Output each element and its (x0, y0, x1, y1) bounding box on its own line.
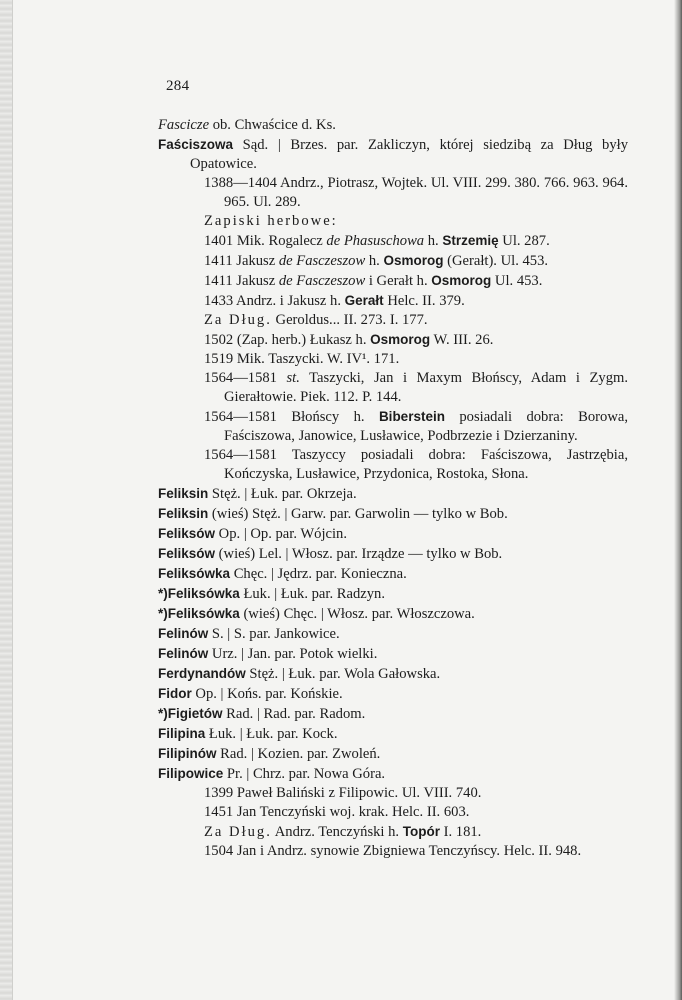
entry-feliksow-wies (158, 544, 628, 564)
sub-entry (158, 231, 628, 251)
entry-text: (wieś) Chęc. | Włosz. par. Włoszczowa. (239, 606, 475, 622)
italic-text: de Fasczeszow (278, 253, 366, 269)
sub-entry (158, 784, 628, 803)
headword: *)Feliksówka (158, 586, 240, 601)
sub-entry-text: 1401 Mik. Rogalecz (204, 233, 327, 249)
sub-entry-text: h. (365, 253, 384, 269)
entry-text: ob. Chwaścice d. Ks. (209, 117, 336, 133)
section-heading (158, 212, 628, 231)
sub-entry-text: Ul. 287. (498, 233, 550, 249)
sub-entry-text: 1433 Andrz. i Jakusz h. (204, 293, 345, 309)
sub-entry-text: 1564—1581 (204, 370, 287, 386)
entry-text: Urz. | Jan. par. Potok wielki. (208, 646, 378, 662)
sub-entry (158, 803, 628, 822)
sub-entry-text: 1564—1581 Błońscy h. (204, 409, 379, 425)
sub-entry-text: Helc. II. 379. (383, 293, 465, 309)
sub-entry-text: I. 181. (439, 824, 482, 840)
coat-of-arms: Osmorog (383, 253, 444, 268)
headword: Felinów (158, 646, 209, 661)
sub-entry-text: h. (424, 233, 443, 249)
entry-filipowice (158, 764, 628, 784)
entry-fasciszowa (158, 135, 628, 174)
spaced-text: Za Dług. (204, 824, 272, 840)
sub-entry (158, 822, 628, 842)
headword: *)Feliksówka (158, 606, 240, 621)
sub-entry (158, 251, 628, 271)
entry-text: (wieś) Lel. | Włosz. par. Irządze — tylko w Bob. (215, 546, 503, 562)
sub-entry (158, 311, 628, 330)
entry-fidor (158, 684, 628, 704)
sub-entry-text: 1502 (Zap. herb.) Łukasz h. (204, 332, 371, 348)
entry-text: Pr. | Chrz. par. Nowa Góra. (223, 766, 386, 782)
page-body (158, 116, 628, 861)
headword: Faściszowa (158, 137, 234, 152)
sub-entry-text: Taszycki, Jan i Maxym Błońscy, Adam i Zygm. Gierałtowie. Piek. 112. P. 144. (224, 370, 628, 405)
sub-entry-text: 1411 Jakusz (204, 273, 279, 289)
entry-filipina (158, 724, 628, 744)
italic-text: st. (286, 370, 300, 386)
sub-entry (158, 330, 628, 350)
sub-entry-text: Andrz. Tenczyński h. (271, 824, 403, 840)
sub-entry (158, 291, 628, 311)
headword: Filipowice (158, 766, 224, 781)
sub-entry-text: 1388—1404 Andrz., Piotrasz, Wojtek. Ul. VIII. 299. 380. 766. 963. 964. 965. Ul. 289. (204, 175, 628, 210)
entry-feliksowka-luk (158, 584, 628, 604)
sub-entry (158, 842, 628, 861)
coat-of-arms: Biberstein (378, 409, 445, 424)
headword: Filipina (158, 726, 206, 741)
italic-text: de Phasuschowa (326, 233, 425, 249)
coat-of-arms: Osmorog (431, 273, 492, 288)
entry-text: Łuk. | Łuk. par. Radzyn. (239, 586, 385, 602)
coat-of-arms: Gerałt (344, 293, 384, 308)
entry-text: Stęż. | Łuk. par. Okrzeja. (208, 486, 357, 502)
entry-feliksowka-wies (158, 604, 628, 624)
headword: Fascicze (158, 117, 210, 133)
spaced-text: Za Dług. (204, 312, 272, 328)
sub-entry-text: 1504 Jan i Andrz. synowie Zbigniewa Tenczyńscy. Helc. II. 948. (204, 843, 582, 859)
coat-of-arms: Osmorog (370, 332, 431, 347)
sub-entry (158, 407, 628, 446)
entry-feliksowka (158, 564, 628, 584)
entry-filipinow (158, 744, 628, 764)
entry-feliksow (158, 524, 628, 544)
italic-text: de Fasczeszow (278, 273, 366, 289)
sub-entry-text: 1519 Mik. Taszycki. W. IV¹. 171. (204, 351, 400, 367)
headword: Feliksów (158, 546, 216, 561)
entry-text: Łuk. | Łuk. par. Kock. (205, 726, 338, 742)
headword: Filipinów (158, 746, 217, 761)
headword: Feliksin (158, 506, 209, 521)
entry-text: Rad. | Rad. par. Radom. (222, 706, 366, 722)
sub-entry-text: 1451 Jan Tenczyński woj. krak. Helc. II. 603. (204, 804, 470, 820)
sub-entry-text: i Gerałt h. (365, 273, 432, 289)
page-edge-shadow (674, 0, 682, 1000)
headword: *)Figietów (158, 706, 223, 721)
entry-text: Chęc. | Jędrz. par. Konieczna. (230, 566, 407, 582)
entry-figietow (158, 704, 628, 724)
headword: Feliksin (158, 486, 209, 501)
sub-entry-text: 1411 Jakusz (204, 253, 279, 269)
sub-entry-text: Geroldus... II. 273. I. 177. (271, 312, 428, 328)
entry-text: Stęż. | Łuk. par. Wola Gałowska. (245, 666, 441, 682)
sub-entry (158, 369, 628, 407)
entry-text: (wieś) Stęż. | Garw. par. Garwolin — tylko w Bob. (208, 506, 508, 522)
entry-feliksin-wies (158, 504, 628, 524)
entry-felinow-urz (158, 644, 628, 664)
sub-entry-text: W. III. 26. (430, 332, 494, 348)
binding-gutter (0, 0, 13, 1000)
sub-entry (158, 446, 628, 484)
headword: Ferdynandów (158, 666, 246, 681)
entry-text: Op. | Końs. par. Końskie. (191, 686, 343, 702)
sub-entry (158, 271, 628, 291)
sub-entry (158, 174, 628, 212)
headword: Fidor (158, 686, 192, 701)
sub-entry-text: posiadali dobra: Borowa, Faściszowa, Janowice, Lusławice, Podbrzezie i Dzierzaniny. (224, 409, 628, 444)
entry-text: Op. | Op. par. Wójcin. (215, 526, 347, 542)
sub-entry-text: 1399 Paweł Baliński z Filipowic. Ul. VIII. 740. (204, 785, 482, 801)
page-number: 284 (166, 78, 190, 94)
entry-text: Rad. | Kozien. par. Zwoleń. (216, 746, 381, 762)
sub-entry-text: Ul. 453. (491, 273, 543, 289)
coat-of-arms: Strzemię (442, 233, 499, 248)
entry-ferdynandow (158, 664, 628, 684)
headword: Feliksówka (158, 566, 231, 581)
entry-fascicze (158, 116, 628, 135)
headword: Feliksów (158, 526, 216, 541)
coat-of-arms: Topór (402, 824, 440, 839)
entry-text: Sąd. | Brzes. par. Zakliczyn, której siedzibą za Dług były Opatowice. (190, 137, 628, 172)
sub-entry-text: (Gerałt). Ul. 453. (443, 253, 549, 269)
entry-text: S. | S. par. Jankowice. (208, 626, 340, 642)
section-heading-text: Zapiski herbowe: (204, 213, 338, 229)
entry-felinow (158, 624, 628, 644)
headword: Felinów (158, 626, 209, 641)
entry-feliksin (158, 484, 628, 504)
sub-entry (158, 350, 628, 369)
sub-entry-text: 1564—1581 Taszyccy posiadali dobra: Faściszowa, Jastrzębia, Kończyska, Lusławice, Przydonica, Rostoka, Słona. (204, 447, 628, 482)
